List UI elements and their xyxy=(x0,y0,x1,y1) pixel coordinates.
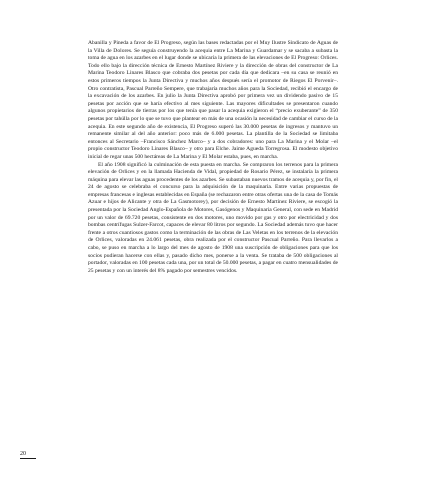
body-text xyxy=(88,40,338,275)
paragraph: Abanilla y Pineda a favor de El Progreso, según las bases redactadas por el Muy Ilustre Sindicato de Aguas de la Villa de Dolores. Se seguía construyendo la acequia entre La Marina y Guardamar y se sacaba a subasta la toma de agua en los azarbes en el lugar donde se ubicaría la primera de las elevaciones de El Progreso: Orlices. Todo ello bajo la dirección técnica de Ernesto Martínez Riviere y la dirección de obras del constructor de La Marina Teodoro Linares Blasco que cobraba dos pesetas por cada día que dedicara –en su casa se reunió en estos primeros tiempos la Junta Directiva y muchos años después sería el promotor de Riegos El Porvenir–. Otro contratista, Pascual Parreño Sempere, que trabajaría muchos años para la Sociedad, recibió el encargo de la excavación de los azarbes. En julio la Junta Directiva aprobó por primera vez un dividendo pasivo de 15 pesetas por acción que se haría efectivo al mes siguiente. Las mayores dificultades se presentaron cuando algunos propietarios de tierras por los que tenía que pasar la acequia exigieron el “precio exuberante” de 350 pesetas por tahúlla por lo que se tuvo que plantear en más de una ocasión la necesidad de cambiar el curso de la acequia. En este segundo año de existencia, El Progreso superó las 30.000 pesetas de ingresos y mantuvo un remanente similar al del año anterior: poco más de 6.000 pesetas. La plantilla de la Sociedad se limitaba entonces al Secretario –Francisco Sánchez Marco– y a dos cobradores: uno para La Marina y el Molar –el propio constructor Teodoro Linares Blasco– y otro para Elche. Jaime Agueda Torregrosa. El modesto objetivo inicial de regar unas 500 hectáreas de La Marina y El Molar estaba, pues, en marcha. xyxy=(88,40,338,160)
paragraph: El año 1908 significó la culminación de esta puesta en marcha. Se compraron los terrenos para la primera elevación de Orlices y en la llamada Hacienda de Vidal, propiedad de Rosario Pérez, se instalaría la primera máquina para elevar las aguas procedentes de los azarbes. Se subastaban nuevos tramos de acequia y, por fin, el 24 de agosto se celebraba el concurso para la adquisición de la maquinaria. Entre varias propuestas de empresas francesas e inglesas establecidas en España (se rechazaron entre otras ofertas una de la casa de Tomás Azuar e hijos de Alicante y otra de La Gasmotorey), por decisión de Ernesto Martínez Riviere, se escogió la presentada por la Sociedad Anglo-Española de Motores, Gasógenos y Maquinaria General, con sede en Madrid por un valor de 69.720 pesetas, consistente en dos motores, uno movido por gas y otro por electricidad y dos bombas centrífugas Sulzer-Farcot, capaces de elevar 80 litros por segundo. La Sociedad además tuvo que hacer frente a otros cuantiosos gastos como la terminación de las obras de Las Veletas en los terrenos de la elevación de Orlices, valoradas en 24.061 pesetas, obra realizada por el constructor Pascual Parreño. Para llevarlos a cabo, se puso en marcha a lo largo del mes de agosto de 1908 una suscripción de obligaciones para que los socios pudieran hacerse con ellas y, pasado dicho mes, ponerse a la venta. Se trataba de 500 obligaciones al portador, valoradas en 100 pesetas cada una, por un total de 50.000 pesetas, a pagar en cuatro mensualidades de 25 pesetas y con un interés del 8% pagado por semestres vencidos. xyxy=(88,161,338,274)
page-number: 20 xyxy=(20,451,36,459)
